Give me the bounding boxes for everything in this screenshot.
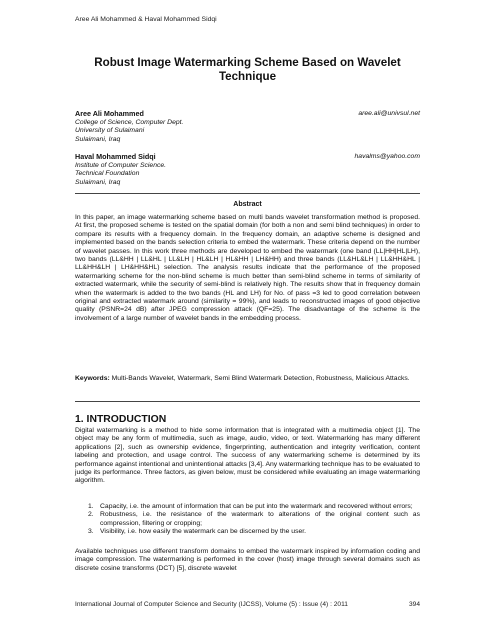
page-footer [75,601,420,608]
list-item [88,511,420,528]
keywords-label: Keywords: [75,375,110,382]
author-affiliation-line: Technical Foundation [75,170,140,178]
list-item [88,503,420,511]
intro-paragraph-2: Available techniques use different transform domains to embed the watermark inspired by information coding and image compression. The watermarking is performed in the cover (host) image through several domains such as discrete cosine transforms (DCT) [5], discrete wavelet [75,548,420,572]
author-name: Aree Ali Mohammed [75,109,144,118]
footer-page-number: 394 [408,601,420,608]
list-item [88,528,420,536]
list-item-number: 3. [88,528,94,536]
intro-paragraph-1: Digital watermarking is a method to hide some information that is integrated with a multimedia object [1]. The object may be any form of multimedia, such as image, audio, video, or text. Watermarking has many different applications [2], such as ownership evidence, fingerprinting, authentication and integrity verification, content labeling and protection, and usage control. The success of any watermarking scheme is determined by its performance against intentional and unintentional attacks [3,4]. Any watermarking technique has to be evaluated to judge its performance. Three factors, as given below, must be considered while evaluating an image watermarking algorithm. [75,427,420,485]
abstract-heading: Abstract [233,201,262,208]
list-item-text: Visibility, i.e. how easily the watermark can be discerned by the user. [100,528,307,536]
paper-title [60,56,435,84]
abstract-text: In this paper, an image watermarking scheme based on multi bands wavelet transformation method is proposed. At first, the proposed scheme is tested on the spatial domain (for both a non and semi blind techniques) in order to compare its results with a frequency domain. In the frequency domain, an adaptive scheme is designed and implemented based on the bands selection criteria to embed the watermark. These criteria depend on the number of wavelet passes. In this work three methods are developed to embed the watermark (one band (LL|HH|HL|LH), two bands (LL&HH | LL&HL | LL&LH | HL&LH | HL&HH | LH&HH) and three bands (LL&HL&LH | LL&HH&HL | LL&HH&LH | LH&HH&HL) selection. The analysis results indicate that the performance of the proposed watermarking scheme for the non-blind scheme is much better than semi-blind scheme in terms of similarity of extracted watermark, while the security of semi-blind is relatively high. The results show that in frequency domain when the watermark is added to the two bands (HL and LH) for No. of pass =3 led to good correlation between original and extracted watermark around (similarity = 99%), and leads to reconstructed images of good objective quality (PSNR=24 dB) after JPEG compression attack (QF=25). The disadvantage of the scheme is the involvement of a large number of wavelet bands in the embedding process. [75,214,420,322]
title-line-1: Robust Image Watermarking Scheme Based on Wavelet [94,56,401,69]
author-name: Haval Mohammed Sidqi [75,152,156,161]
author-affiliation-line: Sulaimani, Iraq [75,135,121,143]
keywords [75,375,420,383]
author-affiliation-line: Sulaimani, Iraq [75,178,121,186]
author-affiliation-line: Institute of Computer Science. [75,161,167,169]
author-1 [75,110,420,144]
footer-journal: International Journal of Computer Science and Security (IJCSS), Volume (5) : Issue (4) : 2011 [75,601,348,608]
author-affiliation-line: College of Science, Computer Dept. [75,118,184,126]
running-header: Aree Ali Mohammed & Haval Mohammed Sidqi [75,16,217,23]
factors-list [88,503,420,537]
author-2 [75,153,420,187]
list-item-number: 2. [88,511,94,519]
list-item-number: 1. [88,503,94,510]
title-line-2: Technique [218,70,277,83]
section-heading-introduction: 1. INTRODUCTION [75,414,167,425]
keywords-text: Multi-Bands Wavelet, Watermark, Semi Blind Watermark Detection, Robustness, Malicious Attacks. [111,375,410,382]
list-item-text: Capacity, i.e. the amount of information that can be put into the watermark and recovered without errors; [100,503,413,510]
divider [75,193,420,194]
author-email: havalms@yahoo.com [354,153,420,160]
divider [75,401,420,402]
author-affiliation-line: University of Sulaimani [75,127,145,135]
list-item-text: Robustness, i.e. the resistance of the watermark to alterations of the original content such as compression, filtering or cropping; [100,511,420,527]
author-email: aree.ali@univsul.net [358,110,420,117]
